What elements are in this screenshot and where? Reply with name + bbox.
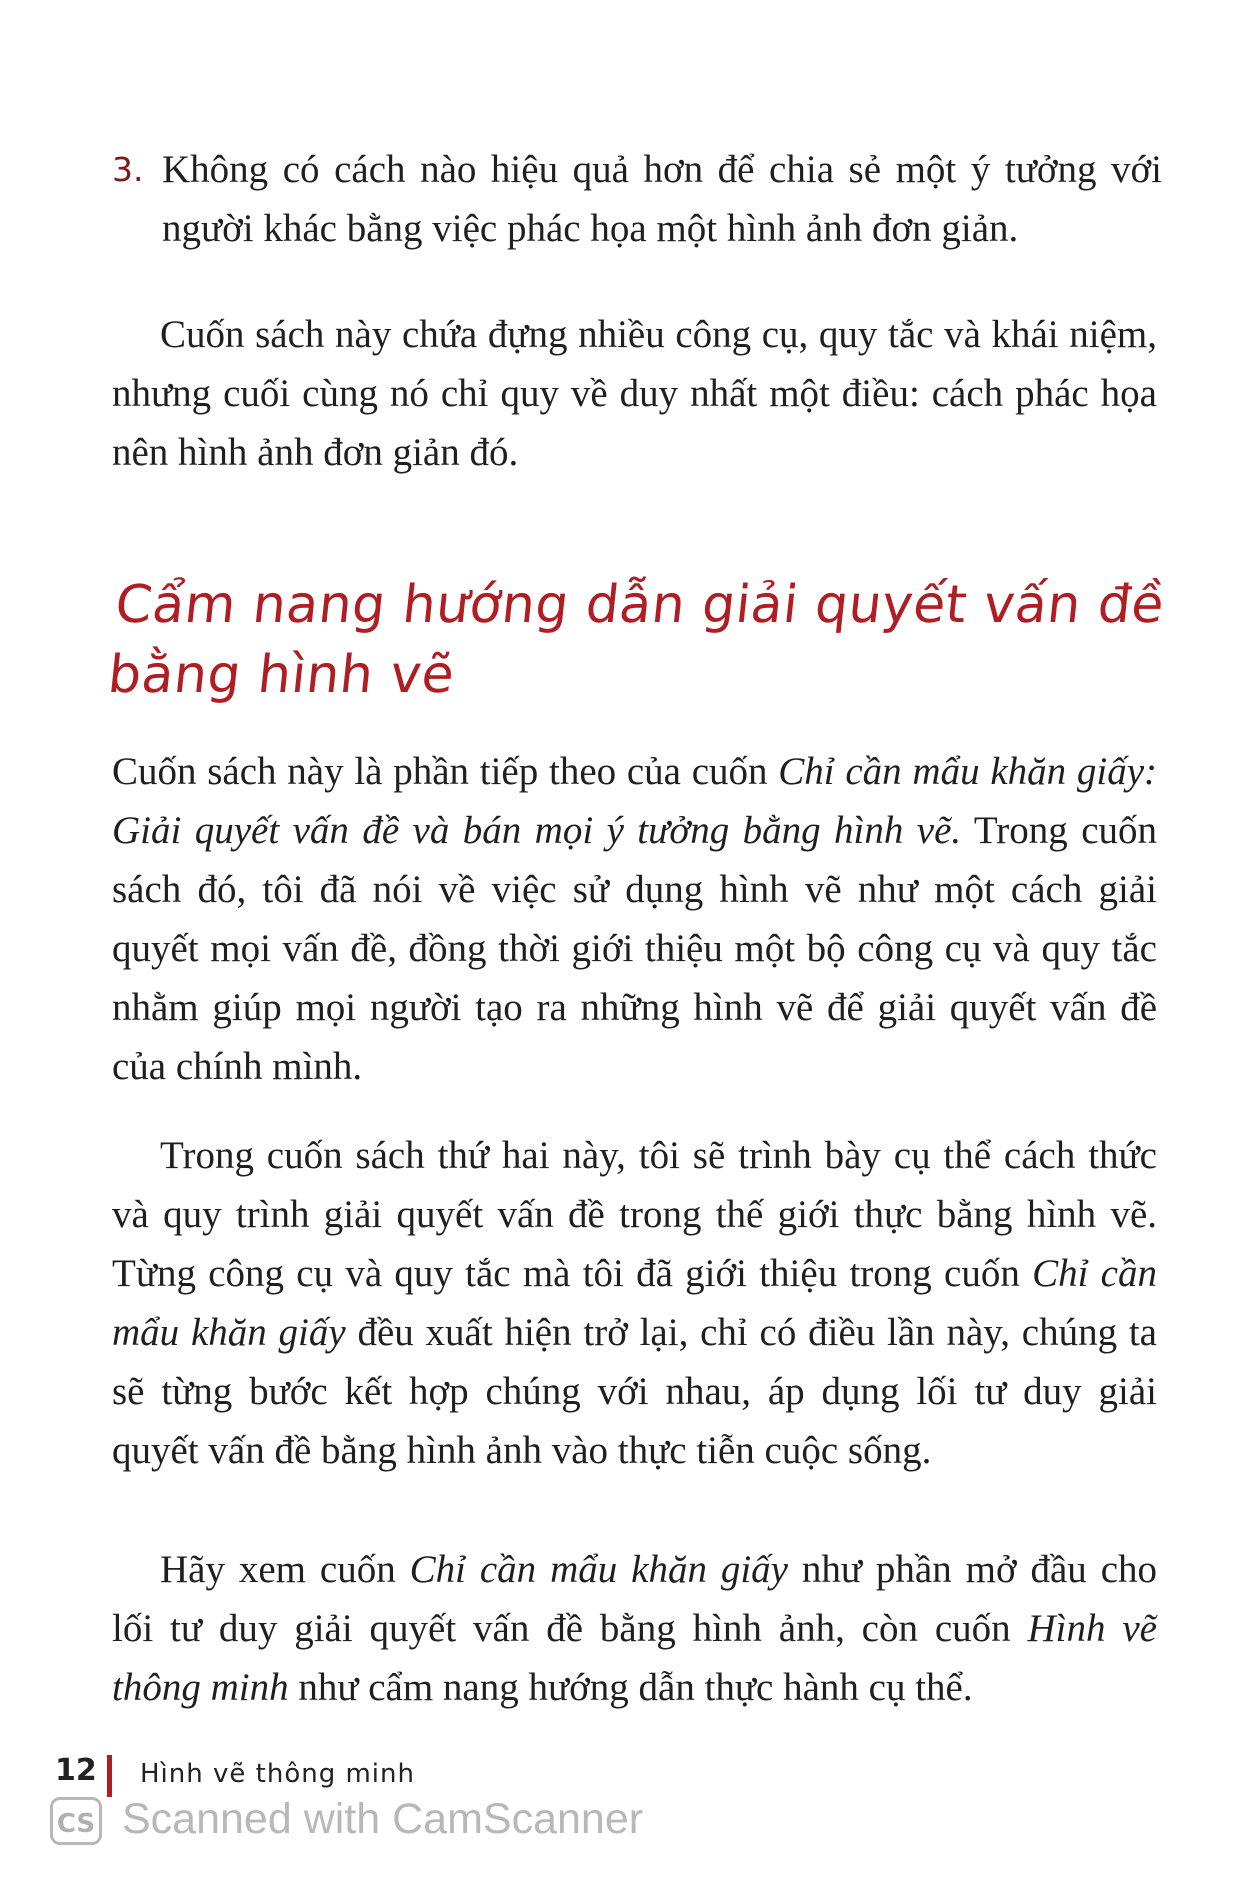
footer-divider [107, 1755, 112, 1797]
book-title-italic: Chỉ cần mẩu khăn giấy [112, 1252, 1157, 1354]
book-title-italic: Chỉ cần mẩu khăn giấy [409, 1548, 788, 1591]
running-title: Hình vẽ thông minh [140, 1759, 415, 1789]
intro-paragraph: Cuốn sách này chứa đựng nhiều công cụ, quy tắc và khái niệm, nhưng cuối cùng nó chỉ quy về duy nhất một điều: cách phác họa nên hình ảnh đơn giản đó. [112, 313, 1157, 474]
section-heading: Cẩm nang hướng dẫn giải quyết vấn đề bằng hình vẽ [105, 575, 1168, 705]
book-title-italic: Hình vẽ thông minh [112, 1607, 1157, 1709]
watermark-text: Scanned with CamScanner [122, 1795, 644, 1843]
book-title-italic: Chỉ cần mẩu khăn giấy: Giải quyết vấn đề và bán mọi ý tưởng bằng hình vẽ. [112, 750, 1157, 852]
list-item-text: Không có cách nào hiệu quả hơn để chia sẻ một ý tưởng với người khác bằng việc phác họa một hình ảnh đơn giản. [162, 148, 1162, 250]
camscanner-logo-icon: CS [50, 1797, 102, 1845]
body-paragraph-1: Cuốn sách này là phần tiếp theo của cuốn Chỉ cần mẩu khăn giấy: Giải quyết vấn đề và bán mọi ý tưởng bằng hình vẽ. Trong cuốn sách đó, tôi đã nói về việc sử dụng hình vẽ như một cách giải quyết mọi vấn đề, đồng thời giới thiệu một bộ công cụ và quy tắc nhằm giúp mọi người tạo ra những hình vẽ để giải quyết vấn đề của chính mình. [112, 750, 1157, 1088]
page-number: 12 [55, 1753, 97, 1788]
body-paragraph-3: Hãy xem cuốn Chỉ cần mẩu khăn giấy như phần mở đầu cho lối tư duy giải quyết vấn đề bằng hình ảnh, còn cuốn Hình vẽ thông minh như cẩm nang hướng dẫn thực hành cụ thể. [112, 1548, 1158, 1709]
body-paragraph-2: Trong cuốn sách thứ hai này, tôi sẽ trình bày cụ thể cách thức và quy trình giải quyết vấn đề trong thế giới thực bằng hình vẽ. Từng công cụ và quy tắc mà tôi đã giới thiệu trong cuốn Chỉ cần mẩu khăn giấy đều xuất hiện trở lại, chỉ có điều lần này, chúng ta sẽ từng bước kết hợp chúng với nhau, áp dụng lối tư duy giải quyết vấn đề bằng hình ảnh vào thực tiễn cuộc sống. [112, 1134, 1157, 1472]
list-number: 3. [112, 150, 144, 189]
numbered-list-item [112, 140, 1162, 258]
camscanner-watermark [50, 1795, 750, 1851]
